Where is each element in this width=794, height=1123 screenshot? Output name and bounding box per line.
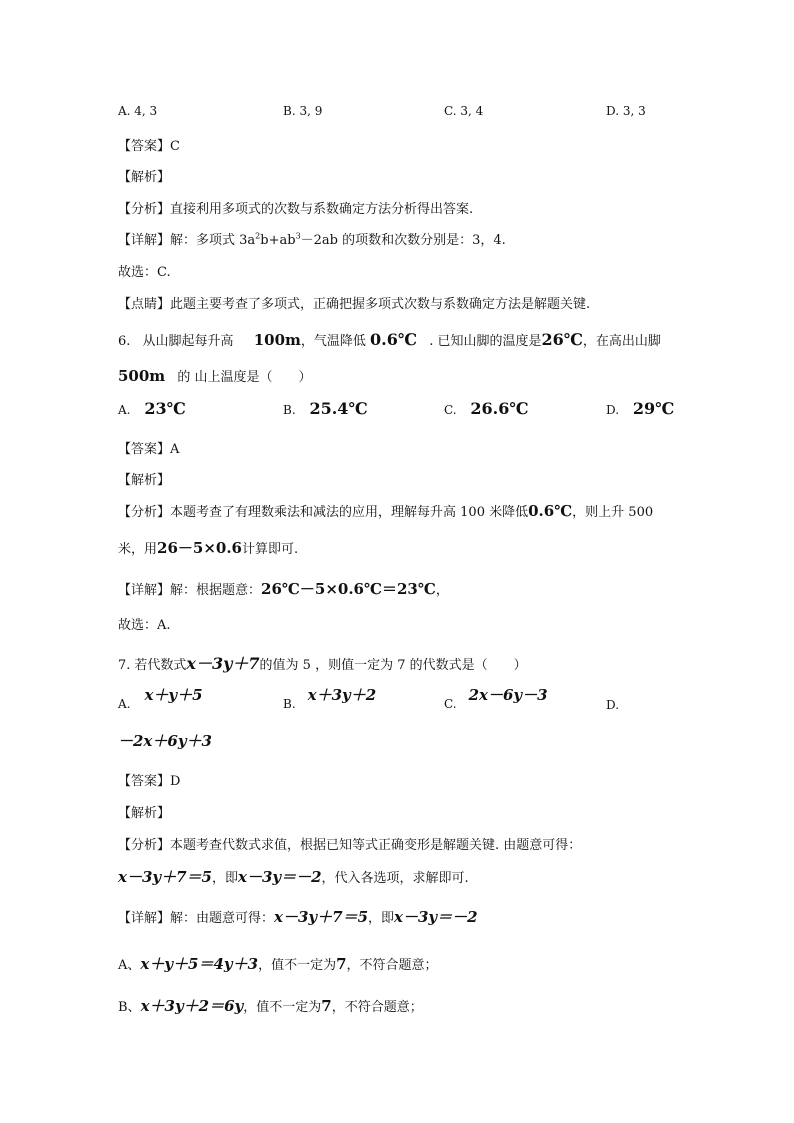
option-letter: C.: [444, 697, 457, 711]
case-text: ，不符合题意；: [331, 1000, 423, 1015]
q6-xiangjie: [118, 578, 449, 599]
q5-option-b: B. 3, 9: [283, 104, 323, 118]
xiangjie-text: －2ab 的项数和次数分别是：3，4.: [300, 233, 506, 248]
question-number: 7.: [118, 658, 131, 673]
math-0.6c: 0.6℃: [370, 330, 418, 349]
q7-answer: [118, 770, 180, 789]
math-number: 7: [336, 955, 347, 973]
answer-value: D: [170, 774, 181, 789]
fenxi-text: ，则上升 500: [572, 505, 654, 520]
stem-text: ，气温降低: [300, 334, 366, 349]
option-value: 25.4℃: [309, 399, 368, 418]
exponent: 2: [255, 231, 261, 241]
q6-fenxi-line1: [118, 501, 653, 520]
stem-text: 的 山上温度是（ ）: [177, 370, 312, 385]
xiangjie-text: 解：根据题意：: [170, 583, 262, 598]
q7-case-b: [118, 995, 423, 1016]
option-value: x＋3y＋2: [307, 686, 377, 704]
stem-text: ，在高出山脚: [582, 334, 661, 349]
xiangjie-text: 解：多项式 3a: [170, 233, 256, 248]
answer-tag: 【答案】: [118, 139, 171, 154]
answer-tag: 【答案】: [118, 774, 171, 789]
fenxi-text: 计算即可.: [242, 542, 299, 557]
option-value: －2x＋6y＋3: [118, 732, 212, 750]
q7-fenxi-line1: [118, 834, 581, 853]
q7-option-c: [444, 686, 548, 713]
case-letter: B、: [118, 1000, 141, 1015]
math-expression: 26－5×0.6: [157, 539, 242, 557]
q7-option-d-letter: D.: [606, 698, 620, 712]
q5-dianjing: [118, 293, 590, 312]
math-number: 7: [321, 997, 332, 1015]
q5-option-c: C. 3, 4: [444, 104, 484, 118]
stem-text: . 已知山脚的温度是: [429, 334, 542, 349]
fenxi-text: ，即: [211, 871, 238, 886]
q6-option-c: [444, 399, 529, 418]
q6-option-d: [606, 399, 674, 418]
xiangjie-tag: 【详解】: [118, 233, 171, 248]
answer-value: C: [170, 139, 180, 154]
math-expression: x＋y＋5＝4y＋3: [140, 955, 259, 973]
math-expression: 26℃－5×0.6℃＝23℃: [261, 580, 436, 598]
math-expression: x－3y＋7＝5: [118, 868, 212, 886]
fenxi-text: 米，用: [118, 542, 158, 557]
xiangjie-tag: 【详解】: [118, 911, 171, 926]
math-26c: 26℃: [541, 330, 583, 349]
q6-stem-line1: [118, 330, 661, 349]
option-value: 2x－6y－3: [468, 686, 548, 704]
q5-option-d: D. 3, 3: [606, 104, 646, 118]
math-100m: 100m: [253, 331, 301, 349]
q7-stem: [118, 651, 527, 674]
option-value: x＋y＋5: [144, 686, 203, 704]
fenxi-text: 本题考查了有理数乘法和减法的应用，理解每升高 100 米降低: [170, 505, 529, 520]
q6-option-b: [283, 399, 368, 418]
q6-option-a: [118, 399, 186, 418]
stem-text: 若代数式: [134, 658, 187, 673]
question-number: 6.: [118, 334, 131, 349]
q6-answer: [118, 438, 179, 457]
dianjing-tag: 【点睛】: [118, 297, 171, 312]
option-letter: C.: [444, 403, 457, 417]
option-letter: D.: [606, 403, 620, 417]
q7-xiangjie: [118, 906, 478, 927]
q7-option-d-value: [118, 730, 212, 751]
option-value: 26.6℃: [470, 399, 529, 418]
fenxi-tag: 【分析】: [118, 505, 171, 520]
q5-fenxi: [118, 198, 473, 217]
xiangjie-text: b+ab: [260, 233, 296, 248]
q7-option-b: [283, 686, 377, 713]
case-text: ，值不一定为: [243, 1000, 322, 1015]
math-expression: x＋3y＋2＝6y: [140, 997, 244, 1015]
xiangjie-tag: 【详解】: [118, 583, 171, 598]
fenxi-text: 直接利用多项式的次数与系数确定方法分析得出答案.: [170, 202, 474, 217]
q5-answer: [118, 135, 180, 154]
stem-text: 的值为 5 ，则值一定为 7 的代数式是（ ）: [259, 658, 527, 673]
q6-fenxi-line2: [118, 537, 298, 558]
stem-text: 从山脚起每升高: [142, 334, 234, 349]
q6-stem-line2: [118, 366, 311, 385]
q5-xiangjie: [118, 229, 506, 248]
math-expression: x－3y＝－2: [394, 908, 478, 926]
fenxi-text: 本题考查代数式求值，根据已知等式正确变形是解题关键. 由题意可得：: [170, 838, 582, 853]
dianjing-text: 此题主要考查了多项式，正确把握多项式次数与系数确定方法是解题关键.: [170, 297, 591, 312]
option-letter: B.: [283, 697, 296, 711]
xiangjie-text: ，即: [368, 911, 395, 926]
q7-option-a: [118, 686, 203, 713]
fenxi-tag: 【分析】: [118, 838, 171, 853]
answer-value: A: [170, 442, 180, 457]
case-text: ，值不一定为: [258, 958, 337, 973]
q7-analysis-tag: 【解析】: [118, 806, 171, 821]
math-500m: 500m: [118, 367, 166, 385]
case-text: ，不符合题意；: [346, 958, 438, 973]
math-expression: x－3y＋7: [186, 654, 260, 673]
q5-option-a: A. 4, 3: [118, 104, 158, 118]
option-value: 23℃: [144, 399, 186, 418]
q5-analysis-tag: 【解析】: [118, 170, 171, 185]
fenxi-text: ，代入各选项，求解即可.: [321, 871, 469, 886]
xiangjie-text: ，: [435, 583, 449, 598]
answer-tag: 【答案】: [118, 442, 171, 457]
exponent: 3: [295, 231, 301, 241]
xiangjie-text: 解：由题意可得：: [170, 911, 275, 926]
q7-case-a: [118, 953, 438, 974]
option-letter: A.: [118, 403, 131, 417]
math-0.6c: 0.6℃: [528, 502, 573, 520]
math-expression: x－3y＝－2: [238, 868, 322, 886]
option-letter: B.: [283, 403, 296, 417]
math-expression: x－3y＋7＝5: [274, 908, 369, 926]
q7-fenxi-line2: [118, 866, 469, 887]
case-letter: A、: [118, 958, 141, 973]
option-letter: A.: [118, 697, 131, 711]
q6-analysis-tag: 【解析】: [118, 473, 171, 488]
q6-choose: 故选：A.: [118, 618, 171, 633]
q5-choose: 故选：C.: [118, 265, 171, 280]
option-value: 29℃: [632, 399, 675, 418]
fenxi-tag: 【分析】: [118, 202, 171, 217]
